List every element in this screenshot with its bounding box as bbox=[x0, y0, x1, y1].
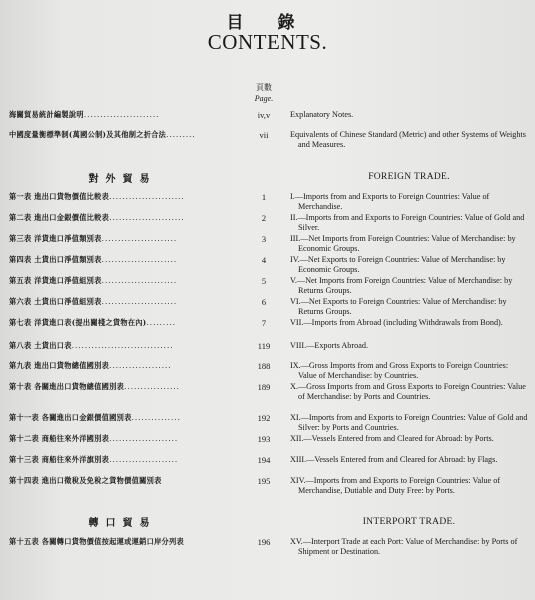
entry-page-number: 5 bbox=[261, 276, 267, 286]
entry-title-chinese: 中國度量衡標準制(萬國公制)及其他制之折合法......... bbox=[9, 130, 196, 139]
entry-title-chinese: 第十表 各關進出口貨物總值國別表................. bbox=[9, 382, 180, 391]
entry-title-english: II.—Imports from and Exports to Foreign Countries: Value of Gold and Silver. bbox=[290, 213, 525, 233]
entry-title-english: VIII.—Exports Abroad. bbox=[290, 341, 368, 350]
entry-title-chinese: 第四表 土貨出口淨值類別表....................... bbox=[9, 255, 178, 264]
entry-title-english: III.—Net Imports from Foreign Countries: Value of Merchandise: by Economic Groups. bbox=[290, 234, 516, 254]
entry-page-number: 195 bbox=[257, 476, 271, 486]
entry-page-number: iv,v bbox=[257, 110, 271, 120]
entry-page-number: 4 bbox=[261, 255, 267, 265]
entry-title-english: XIV.—Imports from and Exports to Foreign Countries: Value of Merchandise, Dutiable and Duty Free: by Ports. bbox=[290, 476, 501, 496]
entry-page-number: 3 bbox=[261, 234, 267, 244]
entry-title-english: XI.—Imports from and Exports to Foreign Countries: Value of Gold and Silver: by Ports and Countries. bbox=[290, 413, 528, 433]
section-heading-english: FOREIGN TRADE. bbox=[368, 172, 450, 182]
entry-title-english: X.—Gross Imports from and Gross Exports to Foreign Countries: Value of Merchandise: by Ports and Countries. bbox=[290, 382, 526, 402]
entry-page-number: 6 bbox=[261, 297, 267, 307]
entry-title-chinese: 第三表 洋貨進口淨值類別表....................... bbox=[9, 234, 178, 243]
entry-page-number: 192 bbox=[257, 413, 271, 423]
entry-title-english: VI.—Net Exports to Foreign Countries: Value of Merchandise: by Returns Groups. bbox=[290, 297, 507, 317]
entry-title-chinese: 第十四表 進出口徵稅及免稅之貨物價值關別表 bbox=[9, 476, 162, 485]
section-heading-chinese: 轉口貿易 bbox=[88, 518, 157, 529]
entry-title-english: I.—Imports from and Exports to Foreign Countries: Value of Merchandise. bbox=[290, 192, 490, 212]
entry-page-number: 1 bbox=[261, 192, 267, 202]
section-heading-english: INTERPORT TRADE. bbox=[362, 517, 456, 527]
section-heading-chinese: 對外貿易 bbox=[88, 174, 157, 185]
entry-title-english: Equivalents of Chinese Standard (Metric) and other Systems of Weights and Measures. bbox=[290, 130, 526, 150]
entry-title-chinese: 第十二表 商船往來外洋國別表..................... bbox=[9, 434, 179, 443]
entry-title-chinese: 第五表 洋貨進口淨值組別表....................... bbox=[9, 276, 178, 285]
entry-page-number: 7 bbox=[261, 318, 267, 328]
entry-title-chinese: 第六表 土貨出口淨值組別表....................... bbox=[9, 297, 178, 306]
entry-title-chinese: 第八表 土貨出口表............................... bbox=[9, 341, 174, 350]
entry-title-english: XV.—Interport Trade at each Port: Value of Merchandise: by Ports of Shipment or Destination. bbox=[290, 537, 518, 557]
entry-title-chinese: 第一表 進出口貨物價值比較表....................... bbox=[9, 192, 185, 201]
entry-title-chinese: 第九表 進出口貨物總值國別表................... bbox=[9, 361, 172, 370]
entry-title-english: Explanatory Notes. bbox=[290, 110, 354, 119]
entry-page-number: 196 bbox=[257, 537, 271, 547]
entry-page-number: 189 bbox=[257, 382, 271, 392]
page-column-header bbox=[244, 82, 284, 104]
entry-title-chinese: 第十五表 各關轉口貨物價值按起運或運銷口岸分列表 bbox=[9, 537, 185, 546]
entry-title-chinese: 海關貿易統計編製說明....................... bbox=[9, 110, 160, 119]
entry-title-english: XIII.—Vessels Entered from and Cleared for Abroad: by Flags. bbox=[290, 455, 498, 464]
entry-page-number: 119 bbox=[257, 341, 271, 351]
entry-title-english: IX.—Gross Imports from and Gross Exports to Foreign Countries: Value of Merchandise: by Countries. bbox=[290, 361, 509, 381]
entry-title-english: V.—Net Imports from Foreign Countries: Value of Merchandise: by Returns Groups. bbox=[290, 276, 513, 296]
title-english: CONTENTS. bbox=[207, 30, 328, 54]
entry-title-chinese: 第七表 洋貨進口表(提出關棧之貨物在內)......... bbox=[9, 318, 177, 327]
title-chinese: 目 錄 bbox=[226, 13, 309, 33]
entry-page-number: vii bbox=[259, 130, 269, 140]
entry-page-number: 193 bbox=[257, 434, 271, 444]
page-column-header-english: Page. bbox=[254, 94, 274, 103]
entry-title-english: IV.—Net Exports to Foreign Countries: Value of Merchandise: by Economic Groups. bbox=[290, 255, 506, 275]
page-column-header-chinese: 頁數 bbox=[256, 83, 272, 92]
entry-title-chinese: 第二表 進出口金銀價值比較表....................... bbox=[9, 213, 185, 222]
entry-page-number: 188 bbox=[257, 361, 271, 371]
entry-title-chinese: 第十一表 各關進出口金銀價值國別表............... bbox=[9, 413, 181, 422]
entry-title-english: VII.—Imports from Abroad (including Withdrawals from Bond). bbox=[290, 318, 503, 327]
entry-title-chinese: 第十三表 商船往來外洋旗別表..................... bbox=[9, 455, 179, 464]
entry-page-number: 2 bbox=[261, 213, 267, 223]
entry-page-number: 194 bbox=[257, 455, 271, 465]
entry-title-english: XII.—Vessels Entered from and Cleared for Abroad: by Ports. bbox=[290, 434, 494, 443]
